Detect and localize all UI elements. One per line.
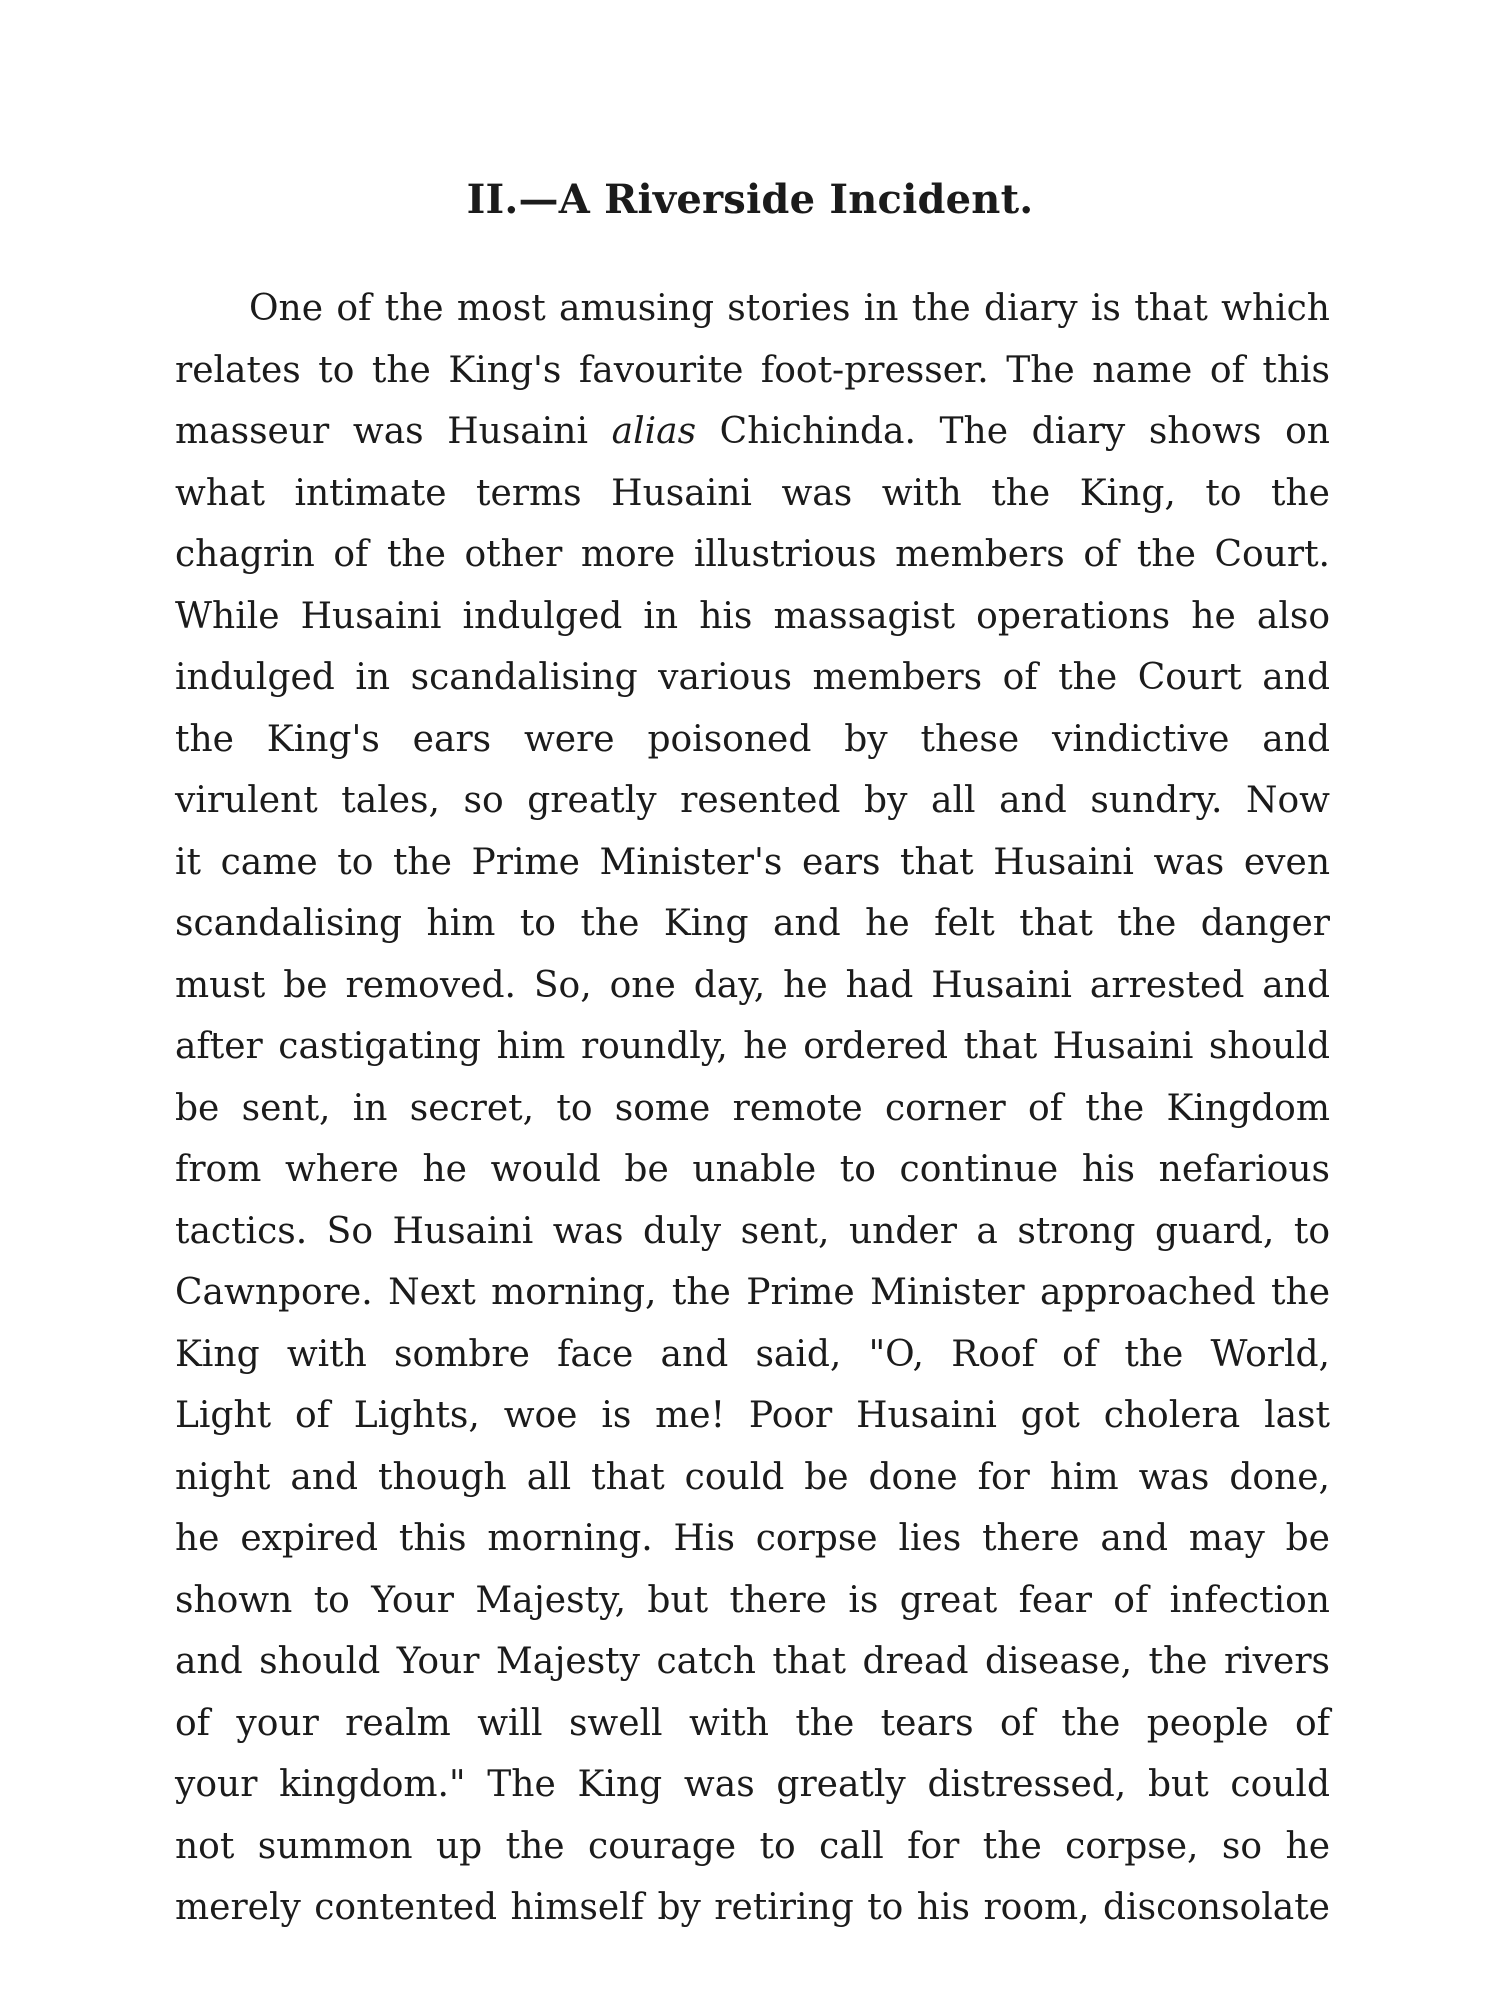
text-line: not summon up the courage to call for the corpse, so he (175, 1825, 1330, 1867)
text-line: scandalising him to the King and he felt that the danger (175, 903, 1330, 944)
text-line: what intimate terms Husaini was with the King, to the (175, 472, 1330, 514)
text-line (175, 401, 1330, 463)
text-line: relates to the King's favourite foot-presser. The name of this (175, 349, 1330, 391)
text-line: indulged in scandalising various members of the Court and (175, 657, 1330, 698)
text-line: after castigating him roundly, he ordered that Husaini should (175, 1026, 1330, 1067)
section-title: II.—A Riverside Incident. (466, 176, 1034, 223)
text-segment: masseur was Husaini (175, 411, 588, 452)
text-line: King with sombre face and said, "O, Roof of the World, (175, 1333, 1330, 1375)
text-line: merely contented himself by retiring to his room, disconsolate (175, 1887, 1330, 1928)
body-text (175, 278, 1330, 1939)
text-line: shown to Your Majesty, but there is great fear of infection (175, 1579, 1330, 1621)
italic-word: alias (611, 411, 697, 452)
text-line: and should Your Majesty catch that dread disease, the rivers (175, 1641, 1330, 1682)
text-line: the King's ears were poisoned by these vindictive and (175, 718, 1330, 760)
text-line: virulent tales, so greatly resented by all and sundry. Now (175, 780, 1330, 821)
text-line: from where he would be unable to continue his nefarious (175, 1149, 1330, 1190)
text-line: it came to the Prime Minister's ears that Husaini was even (175, 841, 1330, 883)
text-line: be sent, in secret, to some remote corner of the Kingdom (175, 1087, 1330, 1129)
text-segment: Chichinda. The diary shows on (719, 411, 1330, 452)
text-line: of your realm will swell with the tears of the people of (175, 1702, 1330, 1744)
text-line: chagrin of the other more illustrious members of the Court. (175, 534, 1330, 575)
text-line: One of the most amusing stories in the diary is that which (249, 288, 1330, 329)
text-line: Cawnpore. Next morning, the Prime Minister approached the (175, 1272, 1330, 1313)
text-line: your kingdom." The King was greatly distressed, but could (175, 1764, 1330, 1805)
text-line: Light of Lights, woe is me! Poor Husaini got cholera last (175, 1395, 1330, 1436)
text-line: While Husaini indulged in his massagist operations he also (175, 595, 1330, 637)
text-line: tactics. So Husaini was duly sent, under a strong guard, to (175, 1210, 1330, 1252)
text-line: night and though all that could be done for him was done, (175, 1456, 1330, 1498)
text-line: must be removed. So, one day, he had Husaini arrested and (175, 964, 1330, 1006)
text-line: he expired this morning. His corpse lies there and may be (175, 1518, 1330, 1559)
